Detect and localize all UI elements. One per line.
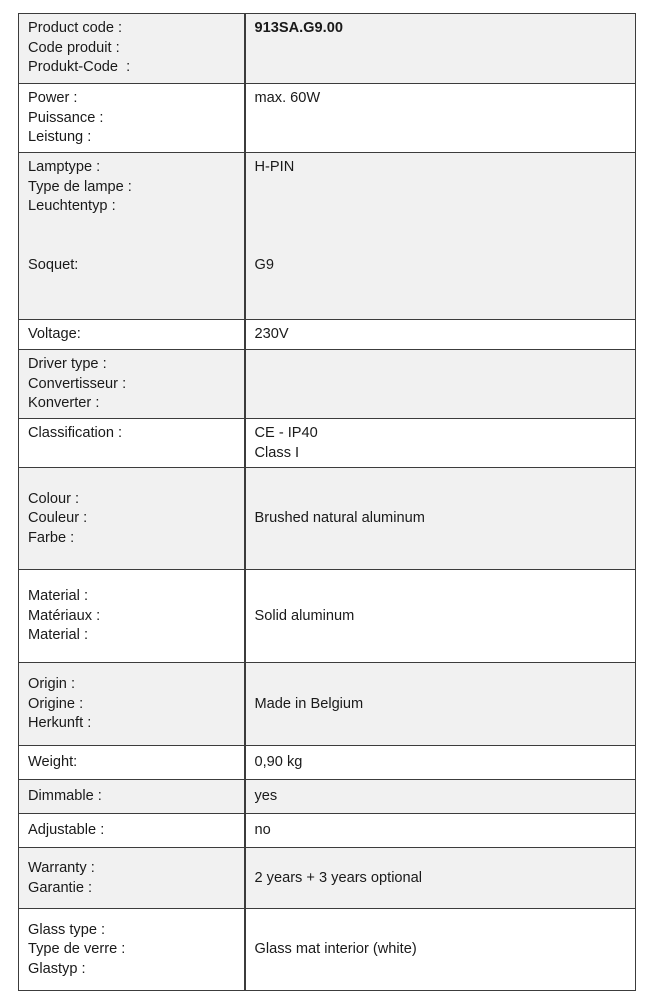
- label-line: Origin :: [28, 676, 76, 693]
- label-line: Puissance :: [28, 109, 104, 126]
- spec-label-cell: [19, 419, 245, 468]
- label-line: Power :: [28, 90, 78, 106]
- spec-value-cell: [245, 570, 636, 663]
- spec-label-cell: [19, 468, 245, 570]
- spec-row-material: [19, 570, 636, 663]
- label-line: Lamptype :: [28, 159, 101, 175]
- spec-value-cell: [245, 153, 636, 320]
- spec-value-cell: [245, 350, 636, 419]
- spec-label-cell: [19, 909, 245, 991]
- label-line: Warranty :: [28, 860, 95, 876]
- spec-row-colour: [19, 468, 636, 570]
- label-line: Material :: [28, 627, 89, 644]
- product-spec-table: [18, 13, 636, 991]
- spec-row-voltage: [19, 320, 636, 350]
- label-line: Glass type :: [28, 921, 106, 938]
- value-line: max. 60W: [254, 90, 321, 106]
- value-line: Class I: [254, 444, 300, 461]
- value-line: Solid aluminum: [254, 607, 355, 624]
- label-line: Glastyp :: [28, 960, 86, 977]
- label-line: Matériaux :: [28, 607, 101, 624]
- label-line: Leuchtentyp :: [28, 198, 116, 214]
- spec-value-cell: [245, 419, 636, 468]
- spec-value-cell: [245, 320, 636, 350]
- label-line: Code produit :: [28, 39, 120, 56]
- spec-label-cell: [19, 814, 245, 848]
- value-line: no: [254, 822, 271, 839]
- label-line: Konverter :: [28, 395, 100, 411]
- spec-label-cell: [19, 350, 245, 419]
- product-code-value: 913SA.G9.00: [254, 20, 343, 36]
- spec-label-cell: [19, 14, 245, 84]
- spec-label-cell: [19, 153, 245, 320]
- spec-value-cell: [245, 663, 636, 746]
- label-line: Produkt-Code :: [28, 59, 131, 75]
- spec-label-cell: [19, 84, 245, 153]
- label-line: Leistung :: [28, 129, 92, 145]
- spec-label-cell: [19, 780, 245, 814]
- socket-label: Soquet:: [28, 256, 79, 273]
- spec-row-dimmable: [19, 780, 636, 814]
- value-line: CE - IP40: [254, 425, 318, 441]
- spec-value-cell: [245, 468, 636, 570]
- value-line: H-PIN: [254, 159, 295, 175]
- value-line: Made in Belgium: [254, 695, 364, 712]
- spec-row-classification: [19, 419, 636, 468]
- spec-label-cell: [19, 570, 245, 663]
- value-line: yes: [254, 788, 278, 805]
- value-line: 0,90 kg: [254, 754, 303, 771]
- spec-row-glass-type: [19, 909, 636, 991]
- spec-row-warranty: [19, 848, 636, 909]
- spec-value-cell: [245, 909, 636, 991]
- spec-row-weight: [19, 746, 636, 780]
- label-line: Type de lampe :: [28, 178, 132, 195]
- spec-value-cell: [245, 814, 636, 848]
- spec-row-driver-type: [19, 350, 636, 419]
- value-line: 230V: [254, 326, 289, 342]
- label-line: Convertisseur :: [28, 375, 127, 392]
- spec-label-cell: [19, 320, 245, 350]
- label-line: Classification :: [28, 425, 123, 441]
- label-line: Dimmable :: [28, 788, 102, 805]
- socket-value: G9: [254, 256, 274, 273]
- label-line: Type de verre :: [28, 941, 126, 958]
- label-line: Material :: [28, 588, 89, 605]
- spec-row-adjustable: [19, 814, 636, 848]
- spec-value-cell: [245, 780, 636, 814]
- label-line: Farbe :: [28, 529, 75, 546]
- value-line: Brushed natural aluminum: [254, 510, 425, 527]
- spec-value-cell: [245, 14, 636, 84]
- spec-value-cell: [245, 848, 636, 909]
- label-line: Garantie :: [28, 879, 93, 896]
- spec-label-cell: [19, 848, 245, 909]
- spec-value-cell: [245, 746, 636, 780]
- spec-label-cell: [19, 663, 245, 746]
- spec-row-origin: [19, 663, 636, 746]
- label-line: Weight:: [28, 754, 78, 771]
- label-line: Colour :: [28, 490, 80, 507]
- label-line: Couleur :: [28, 510, 88, 527]
- spec-value-cell: [245, 84, 636, 153]
- spec-row-power: [19, 84, 636, 153]
- label-line: Product code :: [28, 20, 123, 36]
- label-line: Driver type :: [28, 356, 107, 372]
- label-line: Herkunft :: [28, 715, 92, 732]
- spec-row-product-code: [19, 14, 636, 84]
- label-line: Origine :: [28, 695, 84, 712]
- spec-label-cell: [19, 746, 245, 780]
- value-line: Glass mat interior (white): [254, 941, 417, 958]
- spec-row-lamptype: [19, 153, 636, 320]
- label-line: Voltage:: [28, 326, 81, 342]
- value-line: 2 years + 3 years optional: [254, 869, 423, 886]
- label-line: Adjustable :: [28, 822, 105, 839]
